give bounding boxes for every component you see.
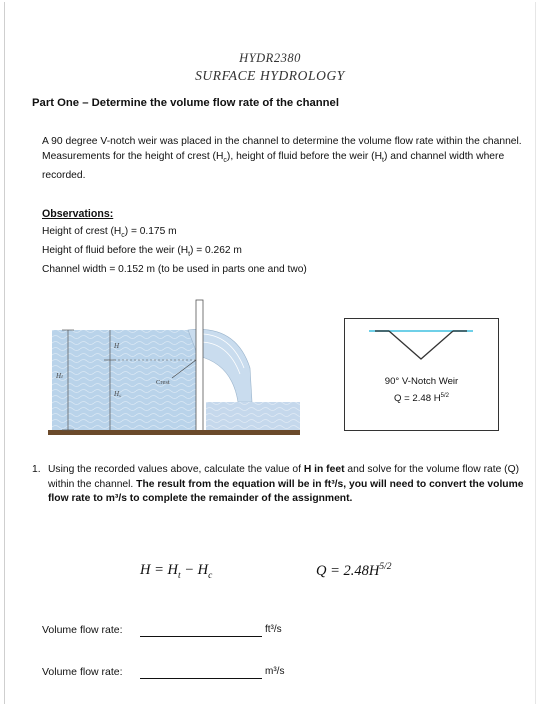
label-hc: H꜀: [114, 390, 122, 398]
label-ht: Hₜ: [56, 372, 64, 380]
question-number: 1.: [32, 464, 41, 475]
course-code: HYDR2380: [239, 51, 301, 65]
course-title: SURFACE HYDROLOGY: [195, 68, 345, 83]
v-notch-drawing: [345, 319, 498, 430]
question-text: Using the recorded values above, calculate the value of H in feet and solve for the volume flow rate (Q) within the channel. The result from the equation will be in ft³/s, you will need to convert the volume flow rate to m³/s to complete the remainder of the assignment.: [48, 464, 524, 504]
volume-flow-answer-ft[interactable]: [140, 636, 262, 637]
weir-side-diagram: [38, 298, 300, 438]
observation-fluid-height: Height of fluid before the weir $(H_t) = 0.262$ m: [42, 245, 242, 259]
v-notch-weir-box: [344, 318, 499, 431]
weir-equation: Q = 2.48 $H^{5/2}$: [393, 393, 449, 405]
weir-plate: [196, 300, 203, 432]
label-crest: Crest: [156, 379, 170, 386]
weir-name: 90° V-Notch Weir: [384, 376, 459, 387]
observation-crest-height: Height of crest $(H_c) = 0.175$ m: [42, 226, 177, 240]
unit-m3-per-s: m³/s: [265, 666, 285, 677]
observations-title: Observations:: [42, 208, 114, 220]
intro-paragraph: A 90 degree V-notch weir was placed in the channel to determine the volume flow rate within the channel. Measurements for the height of crest $(H_c)$, height of fluid before the weir $(H_t)$ and channel width where recorded.: [42, 136, 522, 182]
label-h: H: [114, 342, 120, 350]
part-title: Part One – Determine the volume flow rate of the channel: [32, 97, 339, 109]
q-equation: $Q = 2.48H^{5/2}$: [316, 562, 392, 579]
channel-floor: [48, 430, 300, 435]
unit-ft3-per-s: ft³/s: [265, 624, 282, 635]
volume-flow-label-ft: Volume flow rate:: [42, 624, 123, 636]
observation-channel-width: Channel width = 0.152 m (to be used in parts one and two): [42, 264, 307, 275]
volume-flow-answer-m[interactable]: [140, 678, 262, 679]
h-equation: $H = H_t - H_c$: [140, 562, 213, 581]
volume-flow-label-m: Volume flow rate:: [42, 666, 123, 678]
